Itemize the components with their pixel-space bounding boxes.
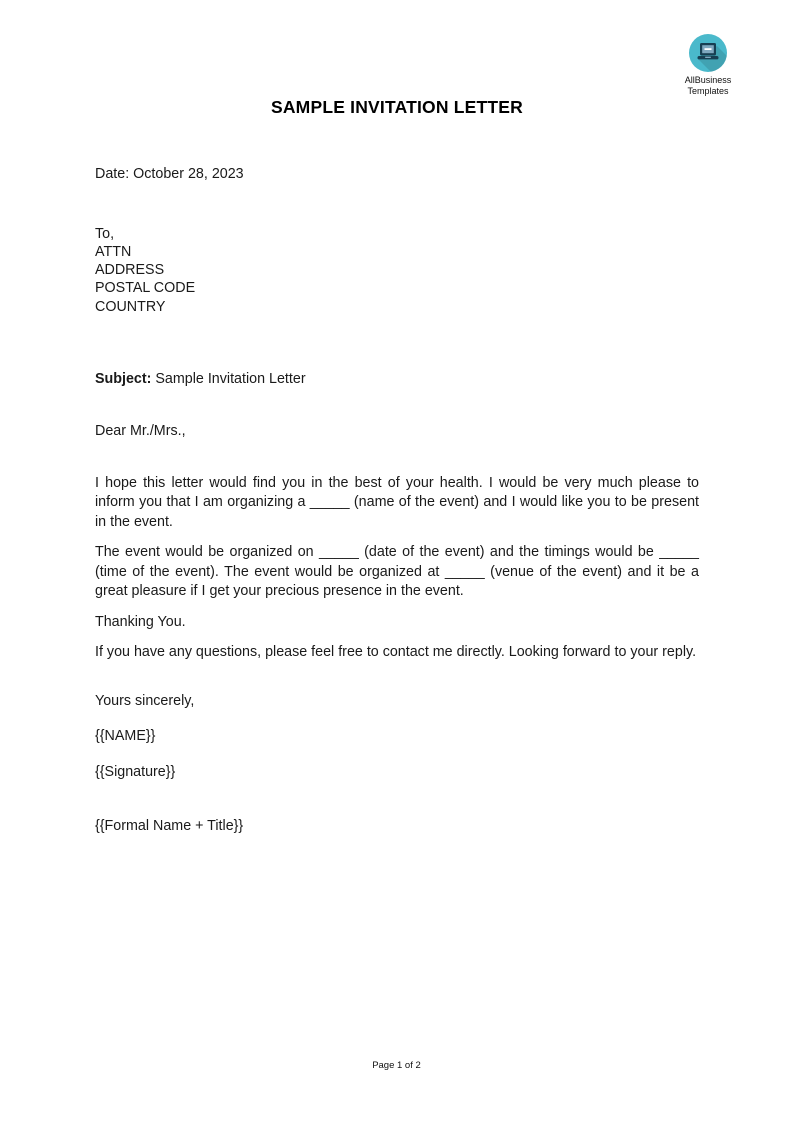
brand-name-line1: AllBusiness [684,75,732,85]
contact-line: If you have any questions, please feel free to contact me directly. Looking forward to your reply. [95,644,697,661]
page-title: SAMPLE INVITATION LETTER [270,97,524,117]
subject-label: Subject: [95,370,152,387]
signature-placeholder: {{Signature}} [95,763,176,780]
allbusiness-logo [671,33,745,96]
recipient-line-address: ADDRESS [95,262,165,279]
salutation: Dear Mr./Mrs., [95,423,186,440]
subject-text: Sample Invitation Letter [151,370,306,387]
name-placeholder: {{NAME}} [95,728,156,745]
recipient-line-attn: ATTN [95,243,132,260]
recipient-line-postal-code: POSTAL CODE [95,280,196,297]
closing-line: Yours sincerely, [95,692,195,709]
formal-name-title-placeholder: {{Formal Name + Title}} [95,818,244,835]
date-line: Date: October 28, 2023 [95,166,244,182]
brand-name [671,75,745,96]
recipient-block [95,225,699,316]
recipient-line-country: COUNTRY [95,298,166,315]
body-paragraph-1: I hope this letter would find you in the best of your health. I would be very much please to inform you that I am organizing a _____ (name of the event) and I would like you to be present in the event. [95,474,699,530]
brand-name-line2: Templates [687,85,729,96]
thanking-line: Thanking You. [95,613,186,630]
page-number: Page 1 of 2 [372,1060,421,1071]
subject-line [95,370,699,390]
body-paragraph-2: The event would be organized on _____ (date of the event) and the timings would be _____ (time of the event). The event would be organized at _____ (venue of the event) and it be a great pleasure if I get your precious presence in the event. [95,544,699,600]
laptop-icon [688,33,728,73]
recipient-line-to: To, [95,225,115,242]
